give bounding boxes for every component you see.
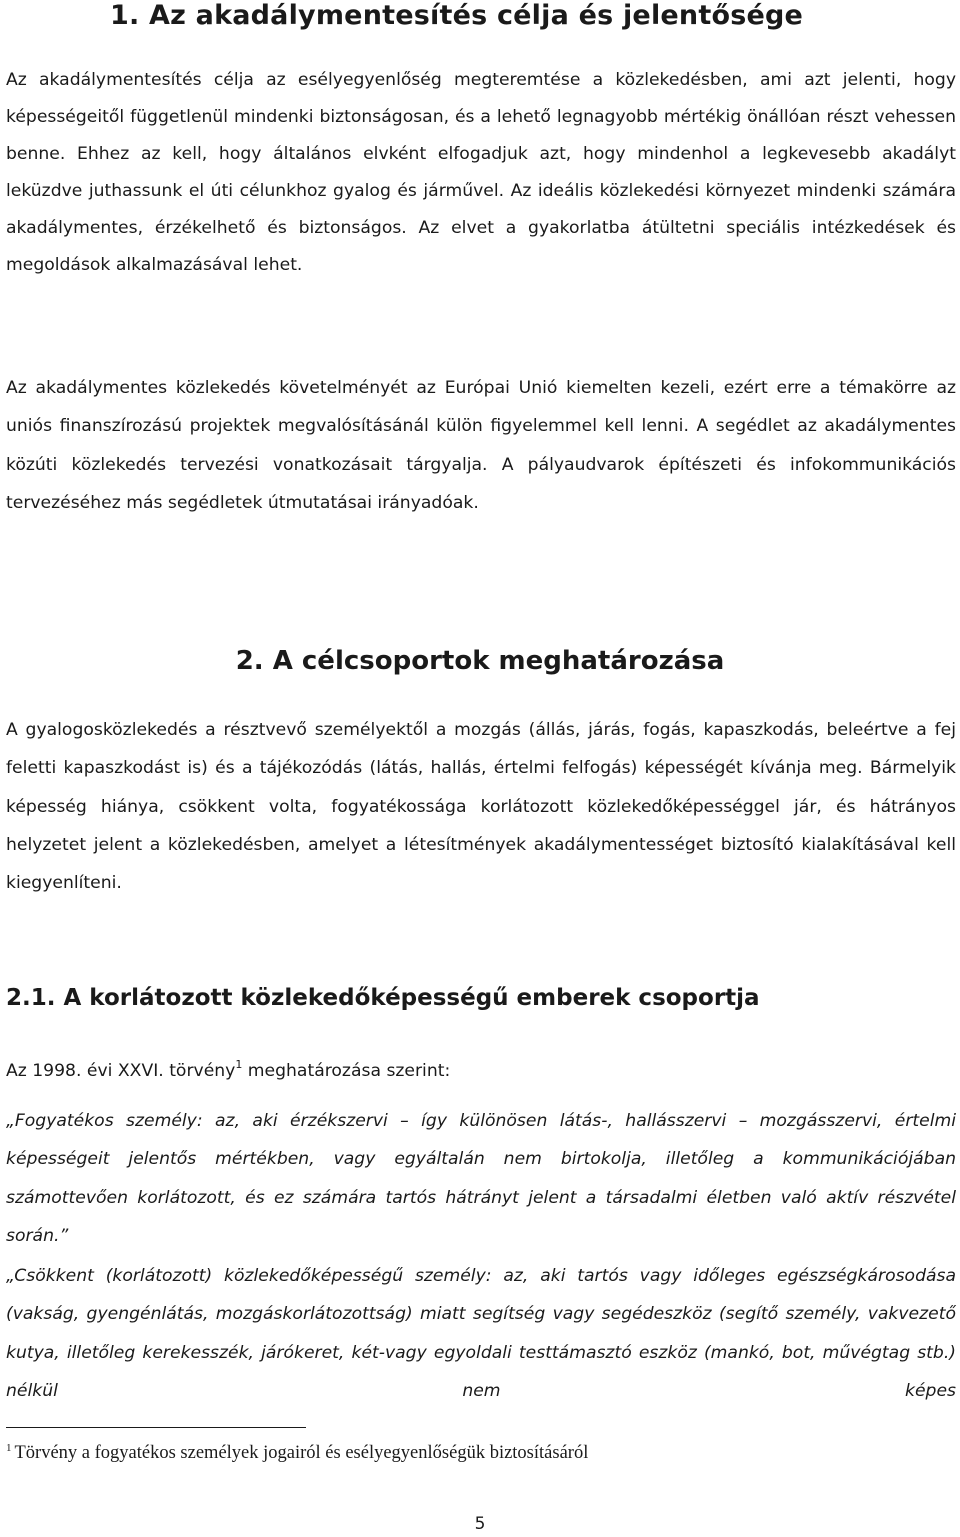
- law-intro-text: Az 1998. évi XXVI. törvény: [6, 1061, 236, 1081]
- section-2-paragraph-1: A gyalogosközlekedés a résztvevő személyektől a mozgás (állás, járás, fogás, kapaszkodás, beleértve a fej feletti kapaszkodást is) és a tájékozódás (látás, hallás, értelmi felfogás) képességét kívánja meg. Bármelyik képesség hiánya, csökkent volta, fogyatékossága korlátozott közlekedőképességgel jár, és hátrányos helyzetet jelent a közlekedésben, amelyet a létesítmények akadálymentességet biztosító kialakításával kell kiegyenlíteni.: [6, 720, 956, 894]
- footnote-separator: [6, 1427, 306, 1428]
- section-1-paragraph-2: Az akadálymentes közlekedés követelményét az Európai Unió kiemelten kezeli, ezért erre a témakörre az uniós finanszírozású projektek megvalósításánál külön figyelemmel kell lenni. A segédlet az akadálymentes közúti közlekedés tervezési vonatkozásait tárgyalja. A pályaudvarok építészeti és infokommunikációs tervezéséhez más segédletek útmutatásai irányadóak.: [6, 378, 956, 514]
- page-number: 5: [474, 1514, 486, 1534]
- footnote-text: Törvény a fogyatékos személyek jogairól és esélyegyenlőségük biztosításáról: [14, 1443, 589, 1463]
- section-1-paragraph-1: Az akadálymentesítés célja az esélyegyenlőség megteremtése a közlekedésben, ami azt jelenti, hogy képességeitől függetlenül mindenki biztonságosan, és a lehető legnagyobb mértékig önállóan részt vehessen benne. Ehhez az kell, hogy általános elvként elfogadjuk azt, hogy mindenhol a legkevesebb akadályt leküzdve juthassunk el úti célunkhoz gyalog és járművel. Az ideális közlekedési környezet mindenki számára akadálymentes, érzékelhető és biztonságos. Az elvet a gyakorlatba átültetni speciális intézkedések és megoldások alkalmazásával lehet.: [6, 70, 956, 275]
- footnote: [6, 1438, 588, 1468]
- footnote-marker: 1: [6, 1442, 12, 1454]
- law-intro-suffix: meghatározása szerint:: [242, 1061, 451, 1081]
- section-2-heading: 2. A célcsoportok meghatározása: [235, 646, 725, 676]
- section-2-1-heading: 2.1. A korlátozott közlekedőképességű emberek csoportja: [6, 985, 760, 1011]
- law-intro: [6, 1052, 450, 1090]
- footnote-reference[interactable]: 1: [235, 1058, 243, 1071]
- definition-quote-reduced-mobility: „Csökkent (korlátozott) közlekedőképességű személy: az, aki tartós vagy időleges egészségkárosodása (vakság, gyengénlátás, mozgáskorlátozottság) miatt segítség vagy segédeszköz (segítő személy, vakvezető kutya, illetőleg kerekesszék, járókeret, két-vagy egyoldali testtámasztó eszköz (mankó, bot, művégtag stb.) nélkül nem képes: [6, 1266, 956, 1401]
- section-1-heading: 1. Az akadálymentesítés célja és jelentősége: [110, 0, 804, 31]
- definition-quote-disabled-person: „Fogyatékos személy: az, aki érzékszervi – így különösen látás-, hallásszervi – mozgásszervi, értelmi képességeit jelentős mértékben, vagy egyáltalán nem birtokolja, illetőleg a kommunikációjában számottevően korlátozott, és ez számára tartós hátrányt jelent a társadalmi életben való aktív részvétel során.”: [6, 1111, 956, 1246]
